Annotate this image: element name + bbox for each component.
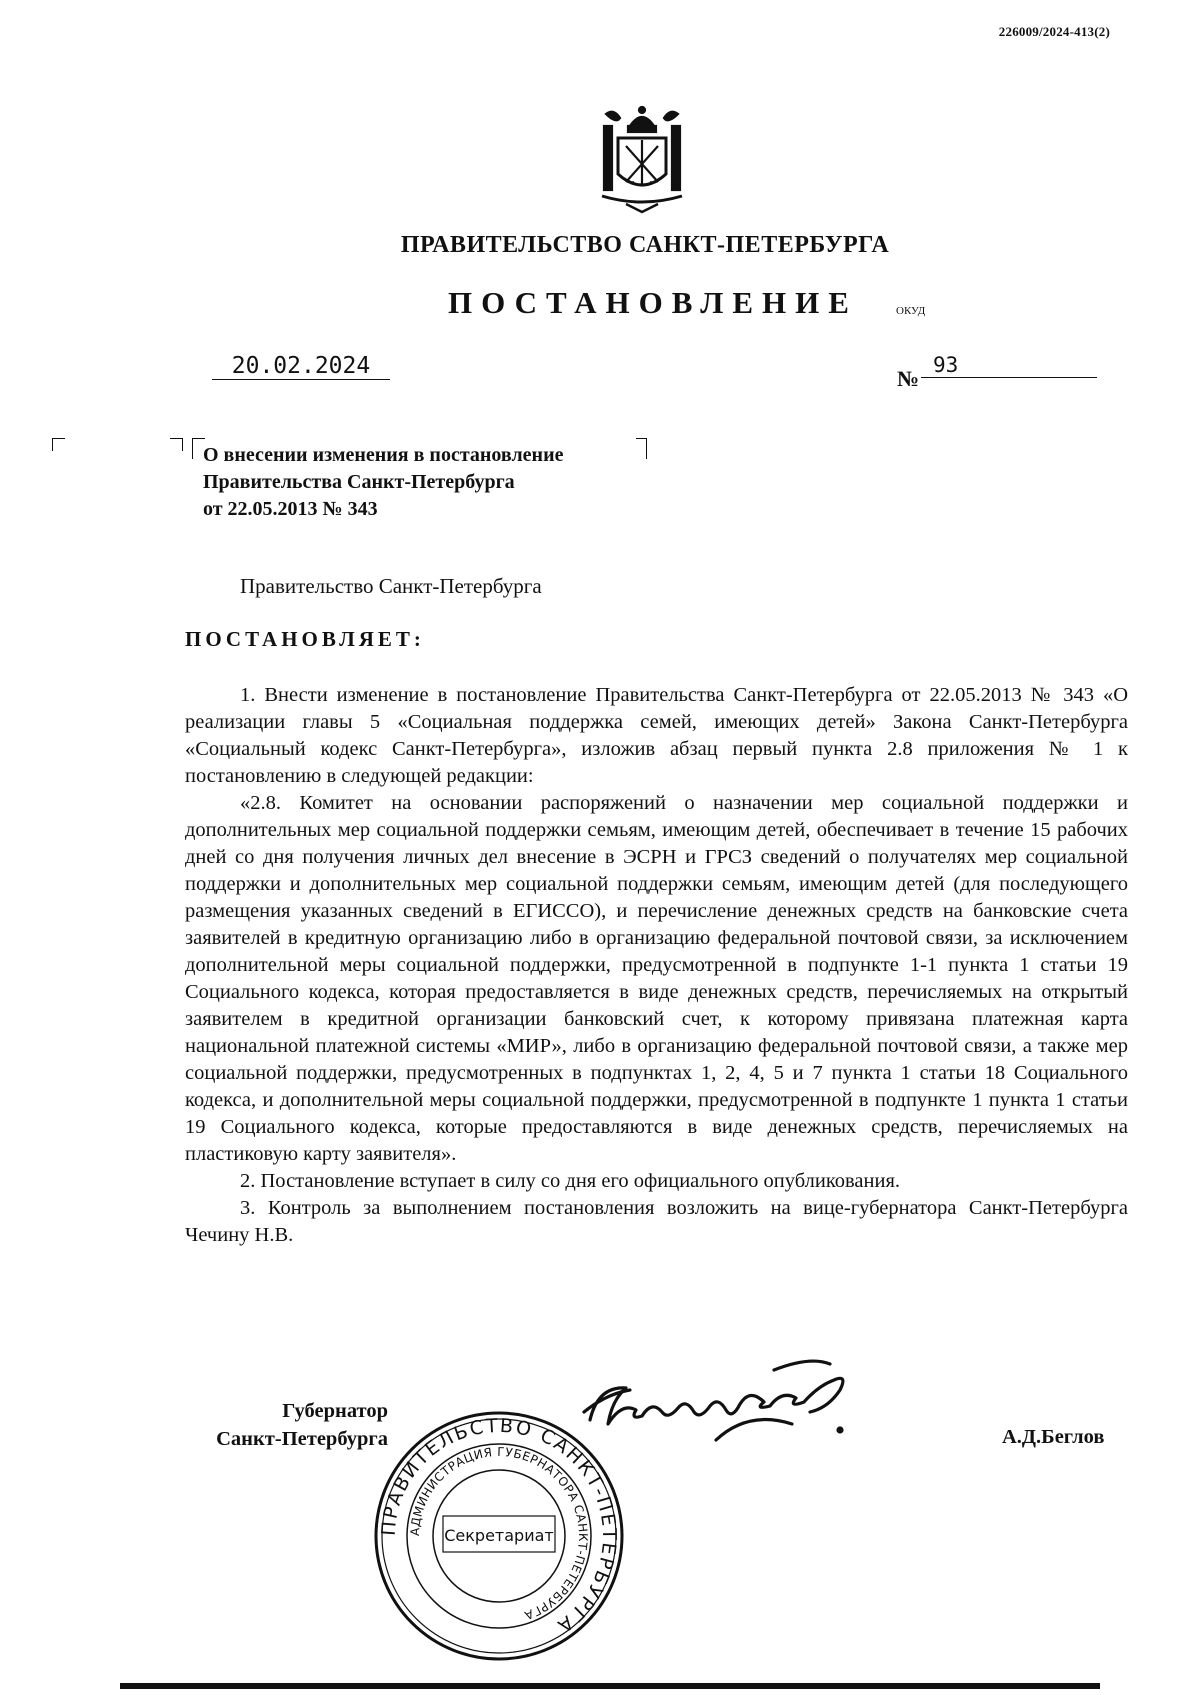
coat-of-arms-emblem [596,104,688,214]
seal-outer-text: ПРАВИТЕЛЬСТВО САНКТ-ПЕТЕРБУРГА [377,1414,621,1638]
registration-number: 226009/2024-413(2) [998,24,1110,39]
subject-line: О внесении изменения в постановление [203,444,564,466]
okud-label: ОКУД [896,305,926,317]
document-body [185,682,1128,1249]
signer-name: А.Д.Беглов [1002,1426,1105,1448]
body-paragraph: 3. Контроль за выполнением постановления возложить на вице-губернатора Санкт-Петербурга Чечину Н.В. [185,1197,1128,1246]
handwritten-signature [578,1350,898,1460]
seal-center-text: Секретариат [444,1526,554,1545]
preamble-government: Правительство Санкт-Петербурга [240,574,542,598]
document-type-heading: ПОСТАНОВЛЕНИЕ [448,285,858,320]
date-value: 20.02.2024 [231,353,371,379]
signer-title [170,1397,388,1453]
document-date [212,353,390,380]
scan-edge-bar [120,1683,1100,1689]
body-paragraph: 2. Постановление вступает в силу со дня его официального опубликования. [240,1170,901,1192]
corner-mark [636,438,647,459]
corner-mark [52,438,65,451]
resolves-heading: ПОСТАНОВЛЯЕТ: [185,627,425,651]
organization-title: ПРАВИТЕЛЬСТВО САНКТ-ПЕТЕРБУРГА [400,232,890,258]
body-paragraph: 1. Внести изменение в постановление Правительства Санкт-Петербурга от 22.05.2013 № 343 «О реализации главы 5 «Социальная поддержка семей, имеющих детей» Закона Санкт-Петербурга «Социальный кодекс Санкт-Петербурга», изложив абзац первый пункта 2.8 приложения № 1 к постановлению в следующей редакции: [185,684,1128,787]
signer-title-line: Губернатор [282,1400,388,1422]
subject-line: Правительства Санкт-Петербурга [203,471,515,493]
document-subject [203,442,563,523]
document-number-field [921,353,1097,378]
corner-mark [170,438,183,451]
number-value: 93 [933,353,959,377]
seal-inner-text: АДМИНИСТРАЦИЯ ГУБЕРНАТОРА САНКТ-ПЕТЕРБУРГА [407,1444,591,1623]
number-label: № [897,366,920,391]
signer-title-line: Санкт-Петербурга [216,1428,388,1450]
subject-line: от 22.05.2013 № 343 [203,498,378,520]
body-paragraph: «2.8. Комитет на основании распоряжений о назначении мер социальной поддержки и дополнительных мер социальной поддержки семьям, имеющим детей, обеспечивает в течение 15 рабочих дней со дня получения личных дел внесение в ЭСРН и ГРСЗ сведений о получателях мер социальной поддержки и дополнительных мер социальной поддержки семьям, имеющим детей (для последующего размещения указанных сведений в ЕГИССО), и перечисление денежных средств на банковские счета заявителей в кредитную организацию либо в организацию федеральной почтовой связи, за исключением дополнительной меры социальной поддержки, предусмотренной в подпункте 1-1 пункта 1 статьи 19 Социального кодекса, которая предоставляется в виде денежных средств, перечисляемых на открытый заявителем в кредитной организации банковский счет, к которому привязана платежная карта национальной платежной системы «МИР», либо в организацию федеральной почтовой связи, а также мер социальной поддержки, предусмотренных в подпунктах 1, 2, 4, 5 и 7 пункта 1 статьи 18 Социального кодекса, и дополнительной меры социальной поддержки, предусмотренной в подпункте 1 пункта 1 статьи 19 Социального кодекса, которые предоставляются в виде денежных средств, перечисляемых на пластиковую карту заявителя». [185,792,1128,1165]
